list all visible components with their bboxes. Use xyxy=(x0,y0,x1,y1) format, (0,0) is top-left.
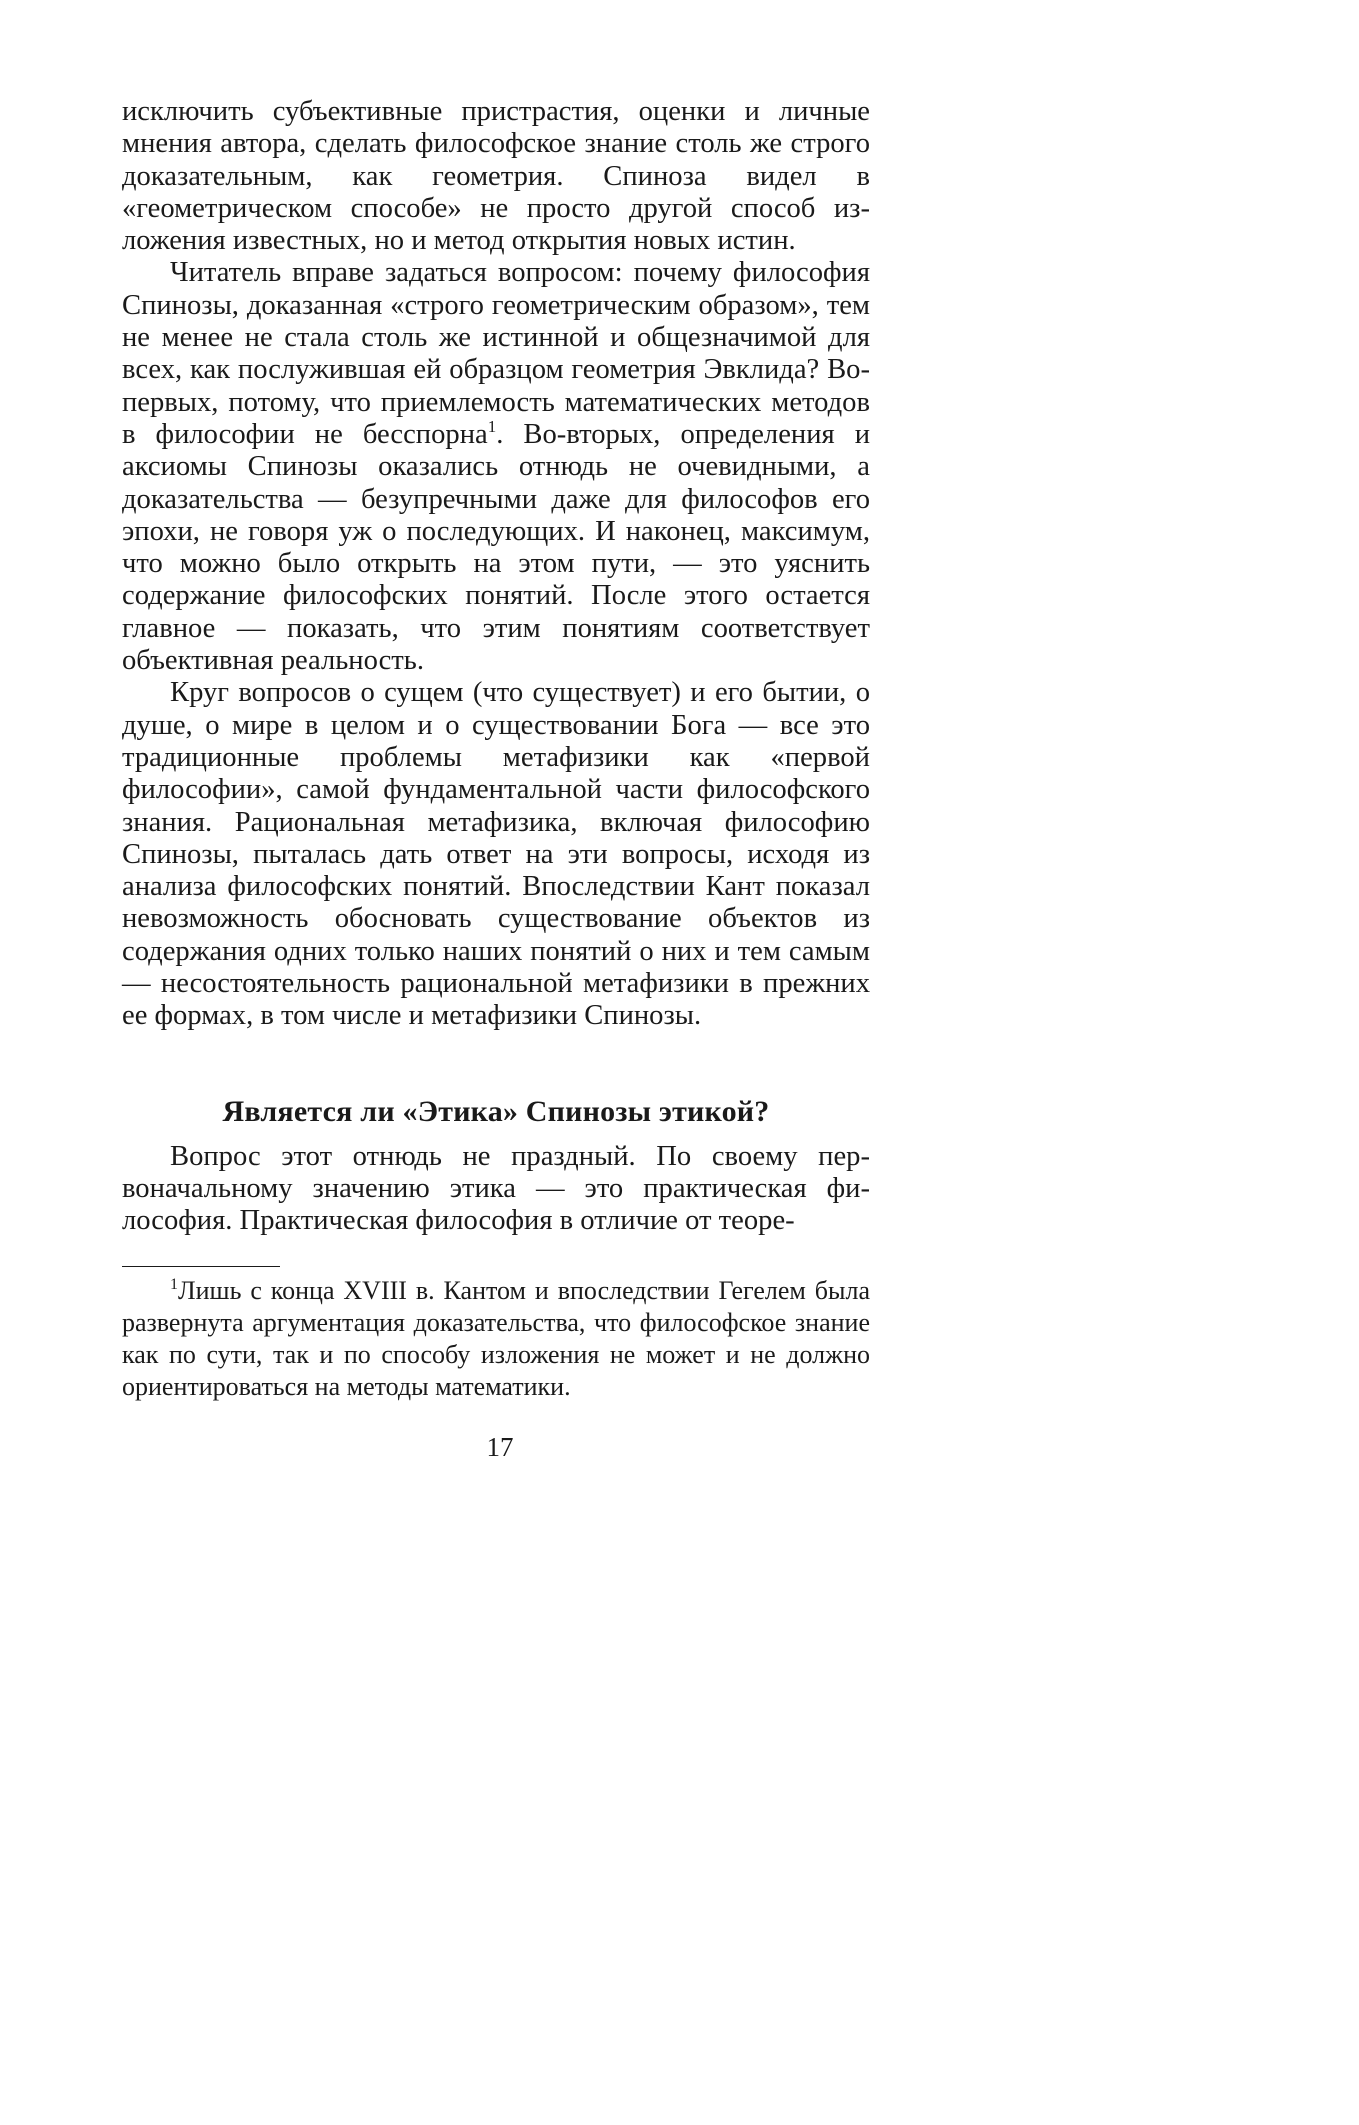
footnote-divider xyxy=(122,1266,280,1267)
footnote-text: Лишь с конца XVIII в. Кантом и впоследствии Гегелем была развернута аргументация доказательства, что философское знание как по сути, так и по способу изложения не может и не должно ориентироваться на методы математики. xyxy=(122,1275,870,1401)
footnote-marker: 1 xyxy=(170,1275,178,1293)
paragraph-text-after-footnote: . Во-вторых, определения и аксиомы Спинозы оказались отнюдь не очевидными, а доказательства — безупречными даже для философов его эпохи, не говоря уж о последующих. И наконец, максимум, что можно было открыть на этом пути, — это уяснить содержание философских понятий. После этого остается главное — показать, что этим понятиям соответствует объективная реальность. xyxy=(122,418,870,677)
paragraph-metaphysics: Круг вопросов о сущем (что существует) и его бытии, о душе, о мире в целом и о существовании Бога — все это традиционные проблемы метафизики как «первой философии», самой фундаментальной части философского знания. Рациональная метафизика, включая философию Спинозы, пыталась дать ответ на эти вопросы, исходя из анализа философских понятий. Впоследствии Кант показал невозможность обосновать существование объектов из содержания одних только наших понятий о них и тем самым — несостоятельность рациональной метафизики в прежних ее формах, в том числе и метафизики Спинозы. xyxy=(122,677,870,1032)
paragraph-ethics-question: Вопрос этот отнюдь не праздный. По своему первоначальному значению этика — это практическая философия. Практическая философия в отличие от теоре- xyxy=(122,1140,870,1237)
footnote xyxy=(122,1275,870,1403)
paragraph-continuation: исключить субъективные пристрастия, оценки и личные мнения автора, сделать философское знание столь же строго доказательным, как геометрия. Спиноза видел в «геометрическом способе» не просто другой способ изложения известных, но и метод открытия новых истин. xyxy=(122,96,870,257)
paragraph-text-before-footnote: Читатель вправе задаться вопросом: почему философия Спинозы, доказанная «строго геометрическим образом», тем не менее не стала столь же истинной и общезначимой для всех, как послужившая ей образцом геометрия Эвклида? Во-первых, потому, что приемлемость математических методов в философии не бесспорна xyxy=(122,257,870,450)
paragraph-reader-question xyxy=(122,257,870,677)
page-number: 17 xyxy=(486,1432,514,1462)
footnote-reference-marker[interactable]: 1 xyxy=(487,416,497,436)
section-heading: Является ли «Этика» Спинозы этикой? xyxy=(222,1094,770,1128)
page-body xyxy=(122,96,870,1403)
